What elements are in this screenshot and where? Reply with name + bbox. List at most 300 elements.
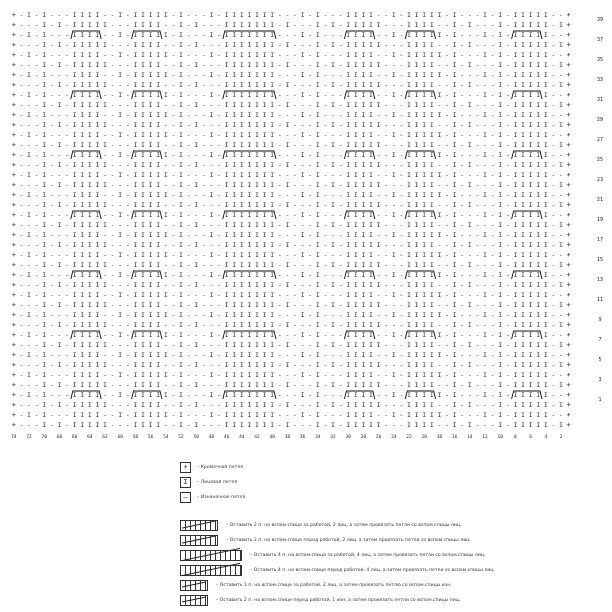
purl-stitch: - bbox=[187, 211, 191, 219]
knit-stitch: I bbox=[354, 131, 358, 139]
purl-stitch: - bbox=[19, 111, 23, 119]
knit-stitch: I bbox=[179, 301, 183, 309]
purl-stitch: - bbox=[506, 291, 510, 299]
purl-stitch: - bbox=[301, 401, 305, 409]
knit-stitch: I bbox=[559, 281, 563, 289]
knit-stitch: I bbox=[559, 161, 563, 169]
knit-stitch: I bbox=[354, 391, 358, 399]
purl-stitch: - bbox=[392, 141, 396, 149]
knit-stitch: I bbox=[73, 201, 77, 209]
row-number: 19 bbox=[597, 217, 603, 223]
purl-stitch: - bbox=[194, 151, 198, 159]
purl-stitch: - bbox=[187, 341, 191, 349]
knit-stitch: I bbox=[133, 271, 137, 279]
knit-stitch: I bbox=[27, 171, 31, 179]
knit-stitch: I bbox=[255, 241, 259, 249]
knit-stitch: I bbox=[415, 391, 419, 399]
purl-stitch: - bbox=[217, 201, 221, 209]
knit-stitch: I bbox=[95, 191, 99, 199]
purl-stitch: - bbox=[308, 291, 312, 299]
purl-stitch: - bbox=[278, 51, 282, 59]
knit-stitch: I bbox=[407, 281, 411, 289]
knit-stitch: I bbox=[57, 81, 61, 89]
knit-stitch: I bbox=[240, 11, 244, 19]
purl-stitch: - bbox=[460, 401, 464, 409]
purl-stitch: - bbox=[209, 321, 213, 329]
row-numbers bbox=[597, 17, 603, 403]
knit-stitch: I bbox=[354, 61, 358, 69]
knit-stitch: I bbox=[346, 211, 350, 219]
knit-stitch: I bbox=[73, 151, 77, 159]
purl-stitch: - bbox=[50, 61, 54, 69]
purl-stitch: - bbox=[399, 251, 403, 259]
knit-stitch: I bbox=[88, 131, 92, 139]
knit-stitch: I bbox=[240, 261, 244, 269]
purl-stitch: - bbox=[126, 221, 130, 229]
knit-stitch: I bbox=[316, 141, 320, 149]
knit-stitch: I bbox=[377, 281, 381, 289]
knit-stitch: I bbox=[529, 301, 533, 309]
knit-stitch: I bbox=[73, 371, 77, 379]
purl-stitch: - bbox=[331, 251, 335, 259]
purl-stitch: - bbox=[293, 181, 297, 189]
knit-stitch: I bbox=[285, 401, 289, 409]
knit-stitch: I bbox=[422, 121, 426, 129]
purl-stitch: - bbox=[293, 221, 297, 229]
knit-stitch: I bbox=[240, 291, 244, 299]
purl-stitch: - bbox=[384, 411, 388, 419]
knit-stitch: I bbox=[73, 251, 77, 259]
knit-stitch: I bbox=[95, 421, 99, 429]
purl-stitch: - bbox=[126, 151, 130, 159]
knit-stitch: I bbox=[209, 271, 213, 279]
knit-stitch: I bbox=[544, 361, 548, 369]
purl-stitch: - bbox=[392, 261, 396, 269]
knit-stitch: I bbox=[346, 341, 350, 349]
purl-stitch: - bbox=[475, 191, 479, 199]
purl-stitch: - bbox=[209, 221, 213, 229]
purl-stitch: - bbox=[293, 171, 297, 179]
knit-stitch: I bbox=[57, 161, 61, 169]
purl-stitch: - bbox=[437, 141, 441, 149]
knit-stitch: I bbox=[73, 131, 77, 139]
knit-stitch: I bbox=[270, 341, 274, 349]
knit-stitch: I bbox=[430, 41, 434, 49]
knit-stitch: I bbox=[430, 111, 434, 119]
knit-stitch: I bbox=[247, 211, 251, 219]
purl-stitch: - bbox=[194, 371, 198, 379]
knit-stitch: I bbox=[529, 251, 533, 259]
purl-stitch: - bbox=[384, 181, 388, 189]
knit-stitch: I bbox=[133, 391, 137, 399]
knit-stitch: I bbox=[225, 51, 229, 59]
purl-stitch: - bbox=[384, 161, 388, 169]
purl-stitch: - bbox=[293, 421, 297, 429]
purl-stitch: - bbox=[35, 71, 39, 79]
knit-stitch: I bbox=[369, 421, 373, 429]
knit-stitch: I bbox=[392, 251, 396, 259]
purl-stitch: - bbox=[278, 221, 282, 229]
purl-stitch: - bbox=[171, 31, 175, 39]
purl-stitch: - bbox=[278, 201, 282, 209]
legend-text: – Оставить 4 п. на вспом.спице перед работой, 4 лиц, а затем провязать петли со вспом.спицы лиц. bbox=[250, 568, 495, 573]
knit-stitch: I bbox=[354, 91, 358, 99]
purl-stitch: - bbox=[35, 421, 39, 429]
purl-stitch: - bbox=[27, 261, 31, 269]
purl-stitch: - bbox=[111, 81, 115, 89]
purl-stitch: - bbox=[164, 261, 168, 269]
edge-stitch: + bbox=[12, 291, 16, 299]
purl-stitch: - bbox=[171, 211, 175, 219]
purl-stitch: - bbox=[217, 171, 221, 179]
purl-stitch: - bbox=[111, 71, 115, 79]
knit-stitch: I bbox=[559, 201, 563, 209]
knit-stitch: I bbox=[361, 181, 365, 189]
knit-stitch: I bbox=[521, 71, 525, 79]
knit-stitch: I bbox=[453, 131, 457, 139]
purl-stitch: - bbox=[126, 291, 130, 299]
knit-stitch: I bbox=[95, 271, 99, 279]
purl-stitch: - bbox=[293, 141, 297, 149]
purl-stitch: - bbox=[57, 71, 61, 79]
purl-stitch: - bbox=[126, 351, 130, 359]
purl-stitch: - bbox=[50, 411, 54, 419]
purl-stitch: - bbox=[278, 101, 282, 109]
knit-stitch: I bbox=[354, 411, 358, 419]
knit-stitch: I bbox=[240, 351, 244, 359]
knit-stitch: I bbox=[133, 121, 137, 129]
knit-stitch: I bbox=[232, 331, 236, 339]
purl-stitch: - bbox=[384, 211, 388, 219]
knit-stitch: I bbox=[88, 371, 92, 379]
knit-stitch: I bbox=[209, 71, 213, 79]
purl-stitch: - bbox=[445, 81, 449, 89]
purl-stitch: - bbox=[57, 151, 61, 159]
knit-stitch: I bbox=[422, 191, 426, 199]
purl-stitch: - bbox=[65, 61, 69, 69]
purl-stitch: - bbox=[475, 281, 479, 289]
purl-stitch: - bbox=[559, 131, 563, 139]
purl-stitch: - bbox=[293, 131, 297, 139]
purl-stitch: - bbox=[392, 61, 396, 69]
purl-stitch: - bbox=[377, 311, 381, 319]
knit-stitch: I bbox=[247, 111, 251, 119]
edge-stitch: + bbox=[566, 41, 570, 49]
edge-stitch: + bbox=[12, 361, 16, 369]
knit-stitch: I bbox=[521, 51, 525, 59]
knit-stitch: I bbox=[103, 221, 107, 229]
purl-stitch: - bbox=[308, 61, 312, 69]
purl-stitch: - bbox=[19, 51, 23, 59]
knit-stitch: I bbox=[270, 171, 274, 179]
knit-stitch: I bbox=[483, 251, 487, 259]
knit-stitch: I bbox=[263, 81, 267, 89]
knit-stitch: I bbox=[270, 81, 274, 89]
knit-stitch: I bbox=[521, 61, 525, 69]
purl-stitch: - bbox=[491, 31, 495, 39]
purl-stitch: - bbox=[293, 281, 297, 289]
purl-stitch: - bbox=[202, 51, 206, 59]
edge-stitch: + bbox=[12, 71, 16, 79]
purl-stitch: - bbox=[293, 291, 297, 299]
purl-stitch: - bbox=[171, 361, 175, 369]
purl-stitch: - bbox=[35, 221, 39, 229]
knit-stitch: I bbox=[316, 341, 320, 349]
knit-stitch: I bbox=[536, 211, 540, 219]
purl-stitch: - bbox=[118, 341, 122, 349]
purl-stitch: - bbox=[301, 241, 305, 249]
purl-stitch: - bbox=[209, 141, 213, 149]
knit-stitch: I bbox=[331, 81, 335, 89]
row-number: 37 bbox=[597, 37, 603, 43]
knit-stitch: I bbox=[194, 201, 198, 209]
purl-stitch: - bbox=[392, 281, 396, 289]
knit-stitch: I bbox=[141, 21, 145, 29]
purl-stitch: - bbox=[445, 161, 449, 169]
purl-stitch: - bbox=[475, 271, 479, 279]
knit-stitch: I bbox=[498, 161, 502, 169]
knit-stitch: I bbox=[544, 51, 548, 59]
purl-stitch: - bbox=[285, 371, 289, 379]
knit-stitch: I bbox=[118, 51, 122, 59]
knit-stitch: I bbox=[80, 161, 84, 169]
knit-stitch: I bbox=[149, 41, 153, 49]
knit-stitch: I bbox=[88, 281, 92, 289]
purl-stitch: - bbox=[111, 41, 115, 49]
knit-stitch: I bbox=[430, 351, 434, 359]
knit-stitch: I bbox=[247, 241, 251, 249]
purl-stitch: - bbox=[126, 61, 130, 69]
edge-stitch: + bbox=[566, 261, 570, 269]
knit-stitch: I bbox=[42, 21, 46, 29]
knit-stitch: I bbox=[164, 371, 168, 379]
knit-stitch: I bbox=[483, 191, 487, 199]
knit-stitch: I bbox=[247, 381, 251, 389]
purl-stitch: - bbox=[126, 71, 130, 79]
knit-stitch: I bbox=[73, 351, 77, 359]
knit-stitch: I bbox=[354, 41, 358, 49]
knit-stitch: I bbox=[263, 161, 267, 169]
knit-stitch: I bbox=[430, 341, 434, 349]
knit-stitch: I bbox=[453, 201, 457, 209]
purl-stitch: - bbox=[293, 11, 297, 19]
knit-stitch: I bbox=[57, 301, 61, 309]
knit-stitch: I bbox=[164, 211, 168, 219]
purl-stitch: - bbox=[19, 81, 23, 89]
knit-stitch: I bbox=[415, 401, 419, 409]
purl-stitch: - bbox=[65, 351, 69, 359]
purl-stitch: - bbox=[194, 91, 198, 99]
knit-stitch: I bbox=[209, 311, 213, 319]
knit-stitch: I bbox=[369, 191, 373, 199]
knit-stitch: I bbox=[407, 91, 411, 99]
purl-stitch: - bbox=[111, 101, 115, 109]
purl-stitch: - bbox=[217, 291, 221, 299]
knit-stitch: I bbox=[73, 51, 77, 59]
purl-stitch: - bbox=[126, 21, 130, 29]
knit-stitch: I bbox=[453, 31, 457, 39]
purl-stitch: - bbox=[331, 391, 335, 399]
edge-stitch: + bbox=[12, 181, 16, 189]
purl-stitch: - bbox=[50, 361, 54, 369]
knit-stitch: I bbox=[80, 91, 84, 99]
purl-stitch: - bbox=[111, 391, 115, 399]
knit-stitch: I bbox=[498, 31, 502, 39]
purl-stitch: - bbox=[50, 111, 54, 119]
purl-stitch: - bbox=[65, 271, 69, 279]
column-number: 8 bbox=[514, 434, 517, 440]
purl-stitch: - bbox=[559, 91, 563, 99]
knit-stitch: I bbox=[88, 101, 92, 109]
purl-stitch: - bbox=[202, 341, 206, 349]
knit-stitch: I bbox=[232, 391, 236, 399]
knit-stitch: I bbox=[255, 331, 259, 339]
purl-stitch: - bbox=[323, 151, 327, 159]
knit-stitch: I bbox=[285, 221, 289, 229]
knit-stitch: I bbox=[361, 331, 365, 339]
knit-stitch: I bbox=[263, 261, 267, 269]
purl-stitch: - bbox=[19, 351, 23, 359]
purl-stitch: - bbox=[35, 281, 39, 289]
purl-stitch: - bbox=[323, 11, 327, 19]
purl-stitch: - bbox=[323, 351, 327, 359]
knit-stitch: I bbox=[164, 231, 168, 239]
knit-stitch: I bbox=[316, 231, 320, 239]
edge-stitch: + bbox=[566, 311, 570, 319]
purl-stitch: - bbox=[377, 171, 381, 179]
purl-stitch: - bbox=[19, 271, 23, 279]
knit-stitch: I bbox=[422, 81, 426, 89]
knit-stitch: I bbox=[316, 301, 320, 309]
purl-stitch: - bbox=[126, 281, 130, 289]
knit-stitch: I bbox=[225, 121, 229, 129]
purl-stitch: - bbox=[278, 71, 282, 79]
knit-stitch: I bbox=[331, 401, 335, 409]
knit-stitch: I bbox=[521, 341, 525, 349]
knit-stitch: I bbox=[422, 111, 426, 119]
purl-stitch: - bbox=[384, 331, 388, 339]
knit-stitch: I bbox=[316, 421, 320, 429]
purl-stitch: - bbox=[194, 211, 198, 219]
purl-stitch: - bbox=[278, 111, 282, 119]
purl-stitch: - bbox=[103, 171, 107, 179]
purl-stitch: - bbox=[392, 81, 396, 89]
knit-stitch: I bbox=[73, 81, 77, 89]
knit-stitch: I bbox=[247, 311, 251, 319]
knit-stitch: I bbox=[415, 271, 419, 279]
knit-stitch: I bbox=[225, 251, 229, 259]
knit-stitch: I bbox=[232, 251, 236, 259]
purl-stitch: - bbox=[323, 91, 327, 99]
edge-stitch: + bbox=[566, 411, 570, 419]
purl-stitch: - bbox=[35, 351, 39, 359]
purl-stitch: - bbox=[506, 191, 510, 199]
purl-stitch: - bbox=[475, 101, 479, 109]
purl-stitch: - bbox=[377, 411, 381, 419]
purl-stitch: - bbox=[209, 241, 213, 249]
knit-stitch: I bbox=[369, 61, 373, 69]
knit-stitch: I bbox=[316, 411, 320, 419]
purl-stitch: - bbox=[460, 291, 464, 299]
purl-stitch: - bbox=[339, 301, 343, 309]
knit-stitch: I bbox=[103, 41, 107, 49]
knit-stitch: I bbox=[270, 231, 274, 239]
purl-stitch: - bbox=[308, 181, 312, 189]
purl-stitch: - bbox=[331, 131, 335, 139]
knit-stitch: I bbox=[263, 21, 267, 29]
knit-stitch: I bbox=[179, 171, 183, 179]
knit-stitch: I bbox=[415, 221, 419, 229]
purl-stitch: - bbox=[437, 361, 441, 369]
purl-stitch: - bbox=[202, 211, 206, 219]
purl-stitch: - bbox=[285, 91, 289, 99]
knit-stitch: I bbox=[118, 411, 122, 419]
knit-stitch: I bbox=[263, 91, 267, 99]
purl-stitch: - bbox=[551, 161, 555, 169]
knit-stitch: I bbox=[103, 141, 107, 149]
knit-stitch: I bbox=[118, 31, 122, 39]
column-number: 26 bbox=[376, 434, 382, 440]
purl-stitch: - bbox=[308, 231, 312, 239]
knit-stitch: I bbox=[377, 361, 381, 369]
purl-stitch: - bbox=[57, 331, 61, 339]
purl-stitch: - bbox=[339, 101, 343, 109]
knit-stitch: I bbox=[536, 121, 540, 129]
knit-stitch: I bbox=[240, 401, 244, 409]
knit-stitch: I bbox=[430, 261, 434, 269]
purl-stitch: - bbox=[399, 241, 403, 249]
knit-stitch: I bbox=[73, 231, 77, 239]
knit-stitch: I bbox=[513, 421, 517, 429]
edge-stitch: + bbox=[566, 291, 570, 299]
knit-stitch: I bbox=[247, 151, 251, 159]
knit-stitch: I bbox=[468, 401, 472, 409]
column-number: 4 bbox=[544, 434, 547, 440]
knit-stitch: I bbox=[80, 231, 84, 239]
knit-stitch: I bbox=[179, 141, 183, 149]
knit-stitch: I bbox=[415, 241, 419, 249]
knit-stitch: I bbox=[483, 131, 487, 139]
knit-stitch: I bbox=[422, 131, 426, 139]
purl-stitch: - bbox=[559, 291, 563, 299]
knit-stitch: I bbox=[369, 51, 373, 59]
knit-stitch: I bbox=[430, 381, 434, 389]
knit-stitch: I bbox=[27, 111, 31, 119]
column-number: 56 bbox=[148, 434, 154, 440]
purl-stitch: - bbox=[468, 31, 472, 39]
purl-stitch: - bbox=[323, 311, 327, 319]
knit-stitch: I bbox=[88, 361, 92, 369]
knit-stitch: I bbox=[415, 351, 419, 359]
purl-stitch: - bbox=[445, 341, 449, 349]
purl-stitch: - bbox=[460, 301, 464, 309]
knit-stitch: I bbox=[437, 351, 441, 359]
purl-stitch: - bbox=[202, 131, 206, 139]
purl-stitch: - bbox=[187, 421, 191, 429]
knit-stitch: I bbox=[331, 141, 335, 149]
purl-stitch: - bbox=[308, 171, 312, 179]
purl-stitch: - bbox=[475, 181, 479, 189]
purl-stitch: - bbox=[559, 391, 563, 399]
knit-stitch: I bbox=[255, 301, 259, 309]
purl-stitch: - bbox=[27, 321, 31, 329]
purl-stitch: - bbox=[559, 191, 563, 199]
knit-stitch: I bbox=[361, 91, 365, 99]
purl-stitch: - bbox=[483, 201, 487, 209]
knit-stitch: I bbox=[513, 251, 517, 259]
knit-stitch: I bbox=[453, 71, 457, 79]
knit-stitch: I bbox=[156, 121, 160, 129]
